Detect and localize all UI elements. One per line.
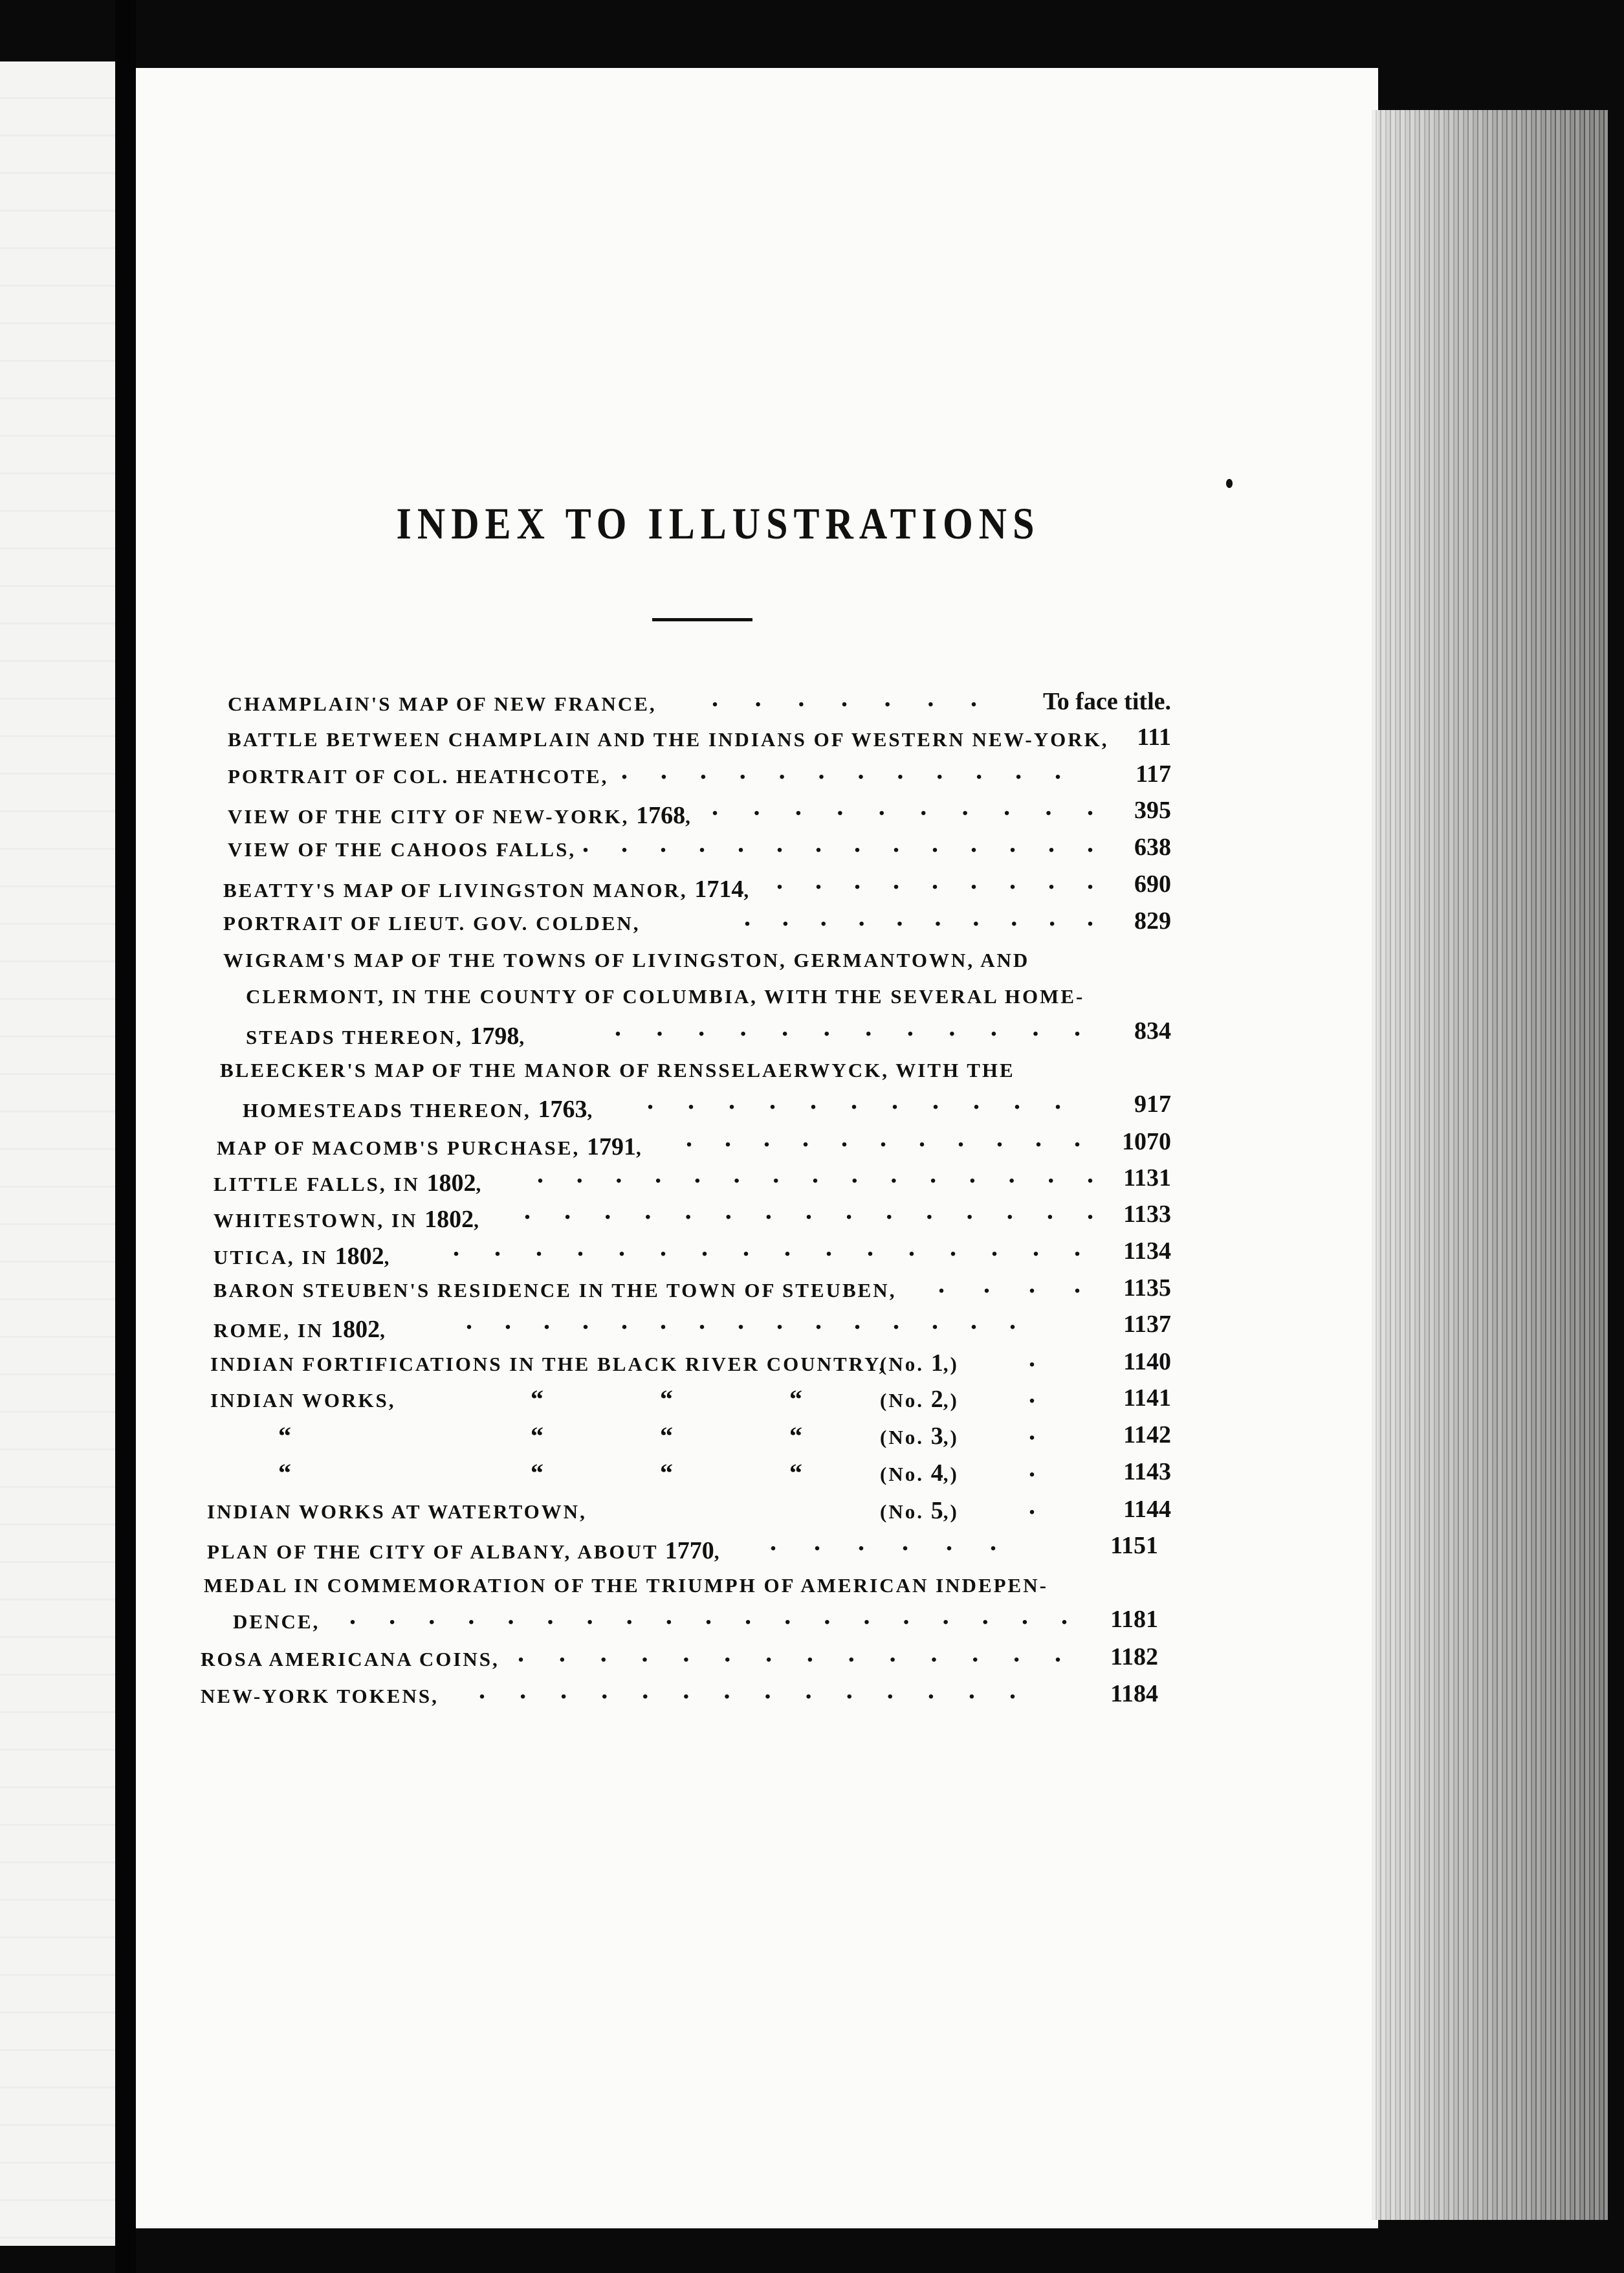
entry-title: PORTRAIT OF LIEUT. GOV. COLDEN,	[223, 912, 641, 935]
leader-dot: .	[712, 792, 718, 821]
leader-dot: .	[743, 1232, 749, 1261]
leader-dot: .	[942, 1601, 949, 1630]
leader-dot: .	[896, 902, 903, 931]
leader-dot: .	[729, 1085, 735, 1114]
entry-title: BEATTY'S MAP OF LIVINGSTON MANOR, 1714,	[223, 876, 751, 903]
page-number: 834	[1134, 1017, 1171, 1045]
leader-dot: .	[1029, 1416, 1035, 1445]
leader-dot: .	[1074, 1123, 1081, 1152]
leader-dot: .	[644, 1195, 652, 1225]
leader-dot: .	[908, 1232, 915, 1261]
page-number: 395	[1134, 797, 1171, 824]
leader-dot: .	[782, 1012, 789, 1041]
leader-dot: .	[932, 828, 938, 858]
leader-dot: .	[765, 1195, 772, 1225]
entry-title: BLEECKER'S MAP OF THE MANOR OF RENSSELAERWYCK, WITH THE	[220, 1059, 1015, 1081]
entry-title: NEW-YORK TOKENS,	[201, 1685, 439, 1707]
leader-dot: .	[846, 1195, 853, 1225]
leader-dot: .	[701, 1232, 708, 1261]
leader-dot: .	[1046, 1195, 1053, 1225]
leader-dot: .	[1087, 902, 1093, 931]
ditto-mark: “	[789, 1384, 802, 1414]
leader-dot: .	[763, 1123, 770, 1152]
page-number: 1133	[1123, 1201, 1171, 1228]
leader-dot: .	[601, 1675, 608, 1704]
page-number: 111	[1137, 724, 1171, 751]
leader-dot: .	[812, 1159, 818, 1188]
leader-dot: .	[468, 1601, 475, 1630]
leader-dot: .	[932, 1305, 938, 1335]
leader-dot: .	[837, 792, 844, 821]
leader-dot: .	[576, 1159, 583, 1188]
leader-dot: .	[1029, 1269, 1035, 1298]
entry-title: STEADS THEREON, 1798,	[246, 1023, 527, 1050]
leader-dot: .	[1035, 1123, 1042, 1152]
leader-dot: .	[428, 1601, 435, 1630]
leader-dot: .	[858, 902, 865, 931]
entry-title: INDIAN WORKS,	[210, 1389, 396, 1412]
leader-dot: .	[815, 1305, 822, 1335]
leader-dot: .	[494, 1232, 501, 1261]
entry-title: INDIAN FORTIFICATIONS IN THE BLACK RIVER COUNTRY,	[210, 1353, 886, 1375]
leader-dot: .	[971, 865, 977, 894]
page-number: 1140	[1123, 1348, 1171, 1375]
leader-dot: .	[518, 1638, 524, 1667]
leader-dot: .	[884, 683, 891, 712]
leader-dot: .	[660, 755, 667, 784]
leader-dot: .	[893, 865, 899, 894]
leader-dot: .	[1029, 1343, 1035, 1372]
leader-dot: .	[971, 1305, 977, 1335]
leader-dot: .	[725, 1123, 731, 1152]
ditto-mark: “	[789, 1421, 802, 1450]
leader-dot: .	[966, 1195, 973, 1225]
leader-dot: .	[738, 1305, 744, 1335]
leader-dot: .	[795, 792, 802, 821]
leader-dot: .	[724, 1638, 731, 1667]
leader-dot: .	[938, 1269, 945, 1298]
leader-dot: .	[1033, 1232, 1039, 1261]
leader-dot: .	[1048, 865, 1055, 894]
fortification-number: (No. 5,)	[880, 1497, 959, 1524]
leader-dot: .	[851, 1159, 858, 1188]
leader-dot: .	[773, 1159, 780, 1188]
leader-dot: .	[520, 1675, 527, 1704]
leader-dot: .	[776, 1305, 783, 1335]
leader-dot: .	[1074, 1232, 1081, 1261]
leader-dot: .	[1087, 1159, 1093, 1188]
entry-title: CHAMPLAIN'S MAP OF NEW FRANCE,	[228, 693, 657, 715]
entry-title: VIEW OF THE CITY OF NEW-YORK, 1768,	[228, 802, 692, 829]
leader-dot: .	[865, 1012, 872, 1041]
leader-dot: .	[934, 902, 941, 931]
leader-dot: .	[739, 755, 746, 784]
leader-dot: .	[615, 1159, 622, 1188]
leader-dot: .	[699, 755, 707, 784]
leader-dot: .	[1048, 1159, 1055, 1188]
leader-dot: .	[1087, 1195, 1093, 1225]
leader-dot: .	[688, 1085, 694, 1114]
leader-dot: .	[893, 1305, 899, 1335]
leader-dot: .	[1055, 755, 1061, 784]
leader-dot: .	[1061, 1601, 1068, 1630]
ditto-mark: “	[660, 1421, 673, 1450]
leader-dot: .	[560, 1675, 567, 1704]
entry-title: WIGRAM'S MAP OF THE TOWNS OF LIVINGSTON, GERMANTOWN, AND	[223, 949, 1030, 971]
leader-dot: .	[854, 1305, 861, 1335]
leader-dot: .	[660, 828, 666, 858]
leader-dot: .	[958, 1123, 964, 1152]
facing-page-edge	[0, 61, 115, 2246]
leader-dot: .	[1009, 828, 1016, 858]
leader-dot: .	[902, 1527, 908, 1556]
leader-dot: .	[1029, 1491, 1035, 1520]
page-number: 1135	[1123, 1274, 1171, 1302]
leader-dot: .	[1009, 1675, 1016, 1704]
leader-dot: .	[1014, 1085, 1020, 1114]
leader-dot: .	[564, 1195, 571, 1225]
leader-dot: .	[619, 1232, 625, 1261]
leader-dot: .	[725, 1195, 732, 1225]
leader-dot: .	[820, 902, 827, 931]
leader-dot: .	[932, 1085, 939, 1114]
leader-dot: .	[683, 1675, 690, 1704]
leader-dot: .	[826, 1232, 832, 1261]
leader-dot: .	[841, 1123, 848, 1152]
leader-dot: .	[764, 1675, 771, 1704]
leader-dot: .	[694, 1159, 701, 1188]
leader-dot: .	[1048, 828, 1055, 858]
page-number: 690	[1134, 870, 1171, 898]
leader-dot: .	[349, 1601, 356, 1630]
ditto-mark: “	[660, 1384, 673, 1414]
leader-dot: .	[1029, 1379, 1035, 1408]
leader-dot: .	[893, 828, 899, 858]
leader-dot: .	[851, 1085, 857, 1114]
leader-dot: .	[1008, 1159, 1015, 1188]
title-rule	[652, 618, 752, 621]
entry-title: MAP OF MACOMB'S PURCHASE, 1791,	[217, 1133, 643, 1160]
entry-title: UTICA, IN 1802,	[214, 1243, 391, 1270]
leader-dot: .	[927, 683, 934, 712]
page-number: 638	[1134, 834, 1171, 861]
leader-dot: .	[505, 1305, 511, 1335]
leader-dot: .	[880, 1123, 886, 1152]
page-number: 1184	[1110, 1680, 1158, 1707]
entry-title: INDIAN WORKS AT WATERTOWN,	[207, 1500, 587, 1523]
leader-dot: .	[971, 828, 977, 858]
ditto-mark: “	[531, 1421, 543, 1450]
page-number: 117	[1136, 760, 1171, 788]
entry-title: ROME, IN 1802,	[214, 1316, 387, 1343]
leader-dot: .	[973, 1085, 980, 1114]
leader-dot: .	[754, 683, 762, 712]
leader-dot: .	[990, 1527, 996, 1556]
leader-dot: .	[854, 865, 861, 894]
leader-dot: .	[990, 1012, 997, 1041]
page-number: 1142	[1123, 1421, 1171, 1448]
leader-dot: .	[846, 1675, 853, 1704]
leader-dot: .	[1021, 1601, 1028, 1630]
leader-dot: .	[769, 1085, 776, 1114]
leader-dot: .	[903, 1601, 910, 1630]
leader-dot: .	[932, 865, 938, 894]
leader-dot: .	[699, 828, 705, 858]
leader-dot: .	[1029, 1453, 1035, 1482]
leader-dot: .	[733, 1159, 740, 1188]
leader-dot: .	[950, 1232, 956, 1261]
book-gutter	[115, 0, 136, 2273]
page-number: 1182	[1110, 1643, 1158, 1670]
leader-dot: .	[823, 1012, 830, 1041]
leader-dot: .	[1011, 902, 1018, 931]
leader-dot: .	[798, 683, 805, 712]
leader-dot: .	[968, 1675, 975, 1704]
ditto-mark: “	[531, 1384, 543, 1414]
leader-dot: .	[685, 1195, 692, 1225]
leader-dot: .	[805, 1675, 812, 1704]
leader-dot: .	[906, 1012, 914, 1041]
leader-dot: .	[824, 1601, 831, 1630]
ink-speck	[1226, 479, 1233, 488]
leader-dot: .	[841, 683, 848, 712]
leader-dot: .	[815, 828, 822, 858]
leader-dot: .	[889, 1638, 896, 1667]
entry-title: PLAN OF THE CITY OF ALBANY, ABOUT 1770,	[207, 1537, 721, 1564]
leader-dot: .	[582, 1305, 589, 1335]
entry-title: CLERMONT, IN THE COUNTY OF COLUMBIA, WITH THE SEVERAL HOME-	[246, 985, 1085, 1008]
leader-dot: .	[969, 1159, 976, 1188]
entry-title: MEDAL IN COMMEMORATION OF THE TRIUMPH OF AMERICAN INDEPEN-	[204, 1574, 1048, 1597]
leader-dot: .	[524, 1195, 531, 1225]
entry-title: VIEW OF THE CAHOOS FALLS,	[228, 838, 576, 861]
leader-dot: .	[810, 1085, 817, 1114]
leader-dot: .	[582, 828, 589, 858]
ditto-mark: “	[660, 1458, 673, 1487]
leader-dot: .	[536, 1232, 542, 1261]
entry-title: LITTLE FALLS, IN 1802,	[214, 1170, 483, 1197]
leader-dot: .	[949, 1012, 956, 1041]
page-number: 917	[1134, 1091, 1171, 1118]
leader-dot: .	[745, 1601, 752, 1630]
page-number: To face title.	[1042, 688, 1171, 715]
leader-dot: .	[857, 755, 864, 784]
leader-dot: .	[537, 1159, 543, 1188]
leader-dot: .	[712, 683, 718, 712]
leader-dot: .	[806, 1195, 812, 1225]
page-number: 1134	[1123, 1237, 1171, 1265]
leader-dot: .	[547, 1601, 554, 1630]
leader-dot: .	[699, 1305, 705, 1335]
leader-dot: .	[778, 755, 785, 784]
leader-dot: .	[886, 1675, 894, 1704]
leader-dot: .	[558, 1638, 565, 1667]
page-number: 1131	[1123, 1164, 1171, 1192]
leader-dot: .	[996, 1123, 1003, 1152]
entry-title: BARON STEUBEN'S RESIDENCE IN THE TOWN OF STEUBEN,	[214, 1279, 897, 1302]
ditto-mark: “	[789, 1458, 802, 1487]
leader-dot: .	[886, 1195, 893, 1225]
leader-dot: .	[744, 902, 751, 931]
leader-dot: .	[660, 1305, 666, 1335]
leader-dot: .	[656, 1012, 663, 1041]
ditto-mark: “	[531, 1458, 543, 1487]
leader-dot: .	[920, 792, 927, 821]
leader-dot: .	[765, 1638, 773, 1667]
leader-dot: .	[621, 755, 628, 784]
fortification-number: (No. 3,)	[880, 1423, 959, 1450]
leader-dot: .	[818, 755, 825, 784]
leader-dot: .	[976, 755, 983, 784]
page-number: 1137	[1123, 1311, 1171, 1338]
page-number: 1070	[1122, 1128, 1171, 1155]
page-title: INDEX TO ILLUSTRATIONS	[396, 498, 1040, 548]
page-number: 829	[1134, 907, 1171, 935]
leader-dot: .	[784, 1232, 791, 1261]
leader-dot: .	[892, 1085, 898, 1114]
leader-dot: .	[683, 1638, 690, 1667]
leader-dot: .	[991, 1232, 998, 1261]
leader-dot: .	[621, 828, 628, 858]
leader-dot: .	[890, 1159, 897, 1188]
leader-dot: .	[453, 1232, 459, 1261]
leader-dot: .	[867, 1232, 873, 1261]
leader-dot: .	[705, 1601, 712, 1630]
page-number: 1144	[1123, 1496, 1171, 1523]
page-number: 1141	[1123, 1384, 1171, 1412]
leader-dot: .	[919, 1123, 925, 1152]
leader-dot: .	[507, 1601, 514, 1630]
leader-dot: .	[1074, 1012, 1081, 1041]
leader-dot: .	[1045, 792, 1052, 821]
leader-dot: .	[647, 1085, 653, 1114]
leader-dot: .	[926, 1195, 933, 1225]
entry-title: ROSA AMERICANA COINS,	[201, 1648, 499, 1670]
leader-dot: .	[972, 902, 980, 931]
leader-dot: .	[1049, 902, 1056, 931]
leader-dot: .	[858, 1527, 864, 1556]
leader-dot: .	[389, 1601, 396, 1630]
leader-dot: .	[1013, 1638, 1020, 1667]
leader-dot: .	[784, 1601, 791, 1630]
leader-dot: .	[543, 1305, 550, 1335]
page-number: 1181	[1110, 1606, 1158, 1633]
fortification-number: (No. 4,)	[880, 1459, 959, 1487]
leader-dot: .	[1009, 1305, 1016, 1335]
leader-dot: .	[982, 1601, 989, 1630]
leader-dot: .	[479, 1675, 485, 1704]
leader-dot: .	[776, 828, 783, 858]
leader-dot: .	[806, 1638, 813, 1667]
leader-dot: .	[814, 1527, 820, 1556]
leader-dot: .	[723, 1675, 730, 1704]
leader-dot: .	[863, 1601, 870, 1630]
leader-dot: .	[971, 683, 977, 712]
leader-dot: .	[1015, 755, 1022, 784]
leader-dot: .	[1087, 792, 1093, 821]
leader-dot: .	[642, 1675, 649, 1704]
fortification-number: (No. 2,)	[880, 1386, 959, 1413]
leader-dot: .	[972, 1638, 979, 1667]
leader-dot: .	[655, 1159, 662, 1188]
leader-dot: .	[897, 755, 904, 784]
leader-dot: .	[740, 1012, 747, 1041]
leader-dot: .	[983, 1269, 990, 1298]
leader-dot: .	[776, 865, 783, 894]
leader-dot: .	[1074, 1269, 1081, 1298]
entry-title: PORTRAIT OF COL. HEATHCOTE,	[228, 765, 609, 788]
leader-dot: .	[930, 1638, 938, 1667]
leader-dot: .	[577, 1232, 584, 1261]
entry-title: BATTLE BETWEEN CHAMPLAIN AND THE INDIANS OF WESTERN NEW-YORK,	[228, 728, 1109, 751]
leader-dot: .	[854, 828, 861, 858]
leader-dot: .	[665, 1601, 672, 1630]
leader-dot: .	[802, 1123, 809, 1152]
leader-dot: .	[848, 1638, 855, 1667]
leader-dot: .	[1004, 792, 1011, 821]
leader-dot: .	[930, 1159, 937, 1188]
leader-dot: .	[753, 792, 760, 821]
page-number: 1151	[1110, 1532, 1158, 1559]
leader-dot: .	[936, 755, 943, 784]
leader-dot: .	[878, 792, 885, 821]
leader-dot: .	[466, 1305, 472, 1335]
fortification-number: (No. 1,)	[880, 1349, 959, 1377]
leader-dot: .	[698, 1012, 705, 1041]
leader-dot: .	[615, 1012, 621, 1041]
leader-dot: .	[770, 1527, 776, 1556]
leader-dot: .	[927, 1675, 934, 1704]
leader-dot: .	[1087, 865, 1093, 894]
leader-dot: .	[782, 902, 789, 931]
leader-dot: .	[1055, 1638, 1061, 1667]
leader-dot: .	[641, 1638, 648, 1667]
entry-title: DENCE,	[233, 1610, 320, 1633]
leader-dot: .	[686, 1123, 692, 1152]
leader-dot: .	[738, 828, 744, 858]
page-number: 1143	[1123, 1458, 1171, 1485]
leader-dot: .	[1009, 865, 1016, 894]
leader-dot: .	[1087, 828, 1093, 858]
leader-dot: .	[1055, 1085, 1061, 1114]
leader-dot: .	[815, 865, 822, 894]
leader-dot: .	[621, 1305, 628, 1335]
leader-dot: .	[961, 792, 969, 821]
leader-dot: .	[946, 1527, 952, 1556]
leader-dot: .	[1006, 1195, 1013, 1225]
entry-title: WHITESTOWN, IN 1802,	[214, 1206, 481, 1233]
leader-dot: .	[626, 1601, 633, 1630]
leader-dot: .	[1032, 1012, 1039, 1041]
leader-dot: .	[586, 1601, 593, 1630]
leader-dot: .	[660, 1232, 666, 1261]
leader-dot: .	[600, 1638, 607, 1667]
entry-title: HOMESTEADS THEREON, 1763,	[243, 1096, 595, 1123]
ditto-mark: “	[278, 1458, 291, 1487]
ditto-mark: “	[278, 1421, 291, 1450]
leader-dot: .	[604, 1195, 611, 1225]
